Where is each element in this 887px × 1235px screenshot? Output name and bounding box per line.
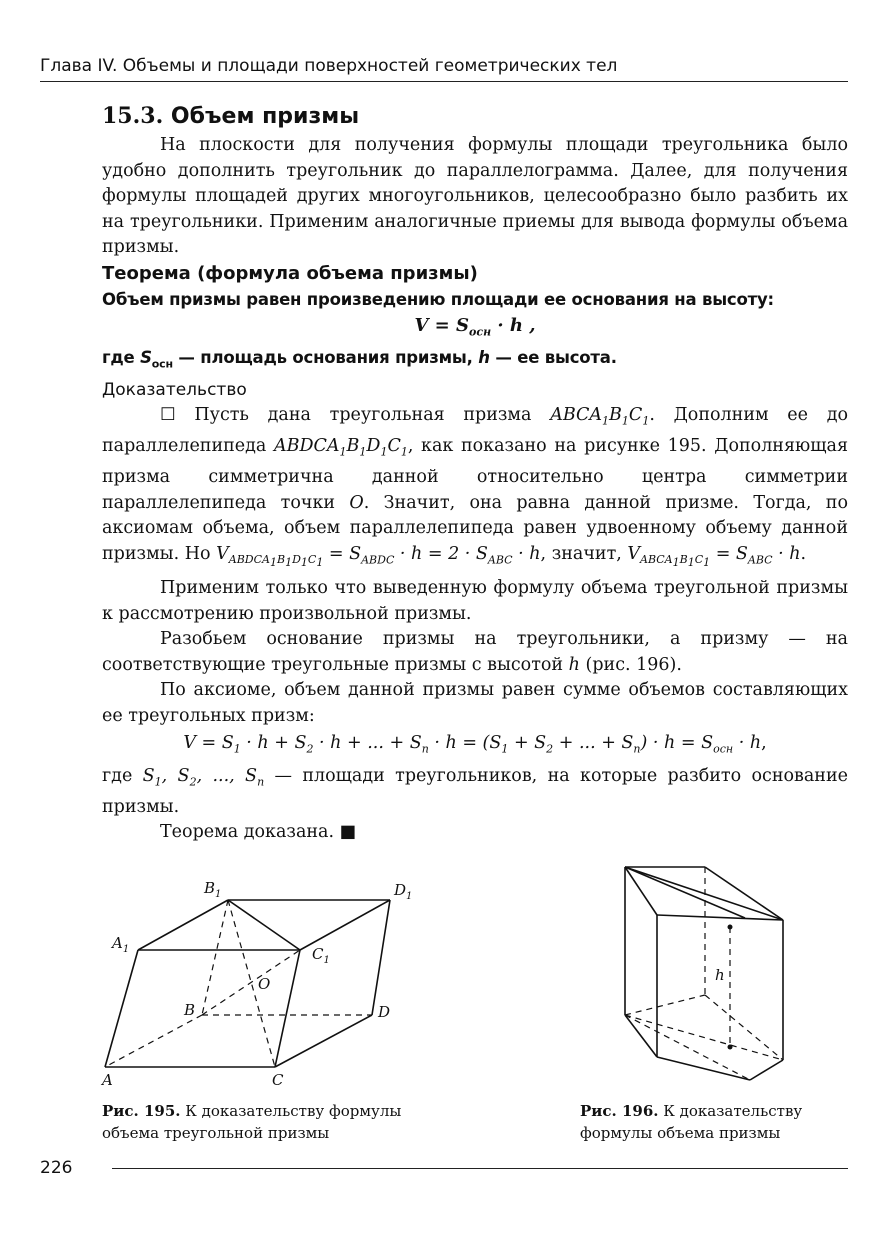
p1-par-text: ABDCA — [273, 436, 340, 457]
caption-195-text: К доказательству формулы объема треугольной призмы — [102, 1102, 402, 1142]
p1-formula-b: $V_{ABCA_1B_1C_1} = S_{ABC} \cdot h$ — [627, 543, 801, 570]
formula-lhs: V = S — [414, 314, 470, 336]
p1-o: O — [349, 492, 364, 513]
caption-195 — [102, 1100, 462, 1144]
label-C1: $C_1$ — [312, 945, 330, 966]
p3-h: h — [568, 654, 580, 675]
label-C: C — [272, 1071, 284, 1089]
running-head: Глава IV. Объемы и площади поверхностей геометрических тел — [40, 55, 848, 82]
p3-a: Разобьем основание призмы на треугольники, а призму — на соответствующие треугольные призмы с высотой — [102, 629, 848, 675]
where-sub: осн — [151, 357, 173, 371]
p5-a: где — [102, 765, 143, 786]
p1-c: , как показано на рисунке 195. Дополняющая призма симметрична данной относительно центра симметрии параллелепипеда точки — [102, 436, 848, 513]
proof-paragraph-3 — [102, 627, 848, 678]
p1-b: . Дополним ее до параллелепипеда — [102, 405, 848, 457]
label-h: h — [715, 966, 725, 984]
caption-196-num: Рис. 196. — [580, 1102, 659, 1120]
p1-prism: $ABCA_1B_1C_1$ — [550, 405, 650, 428]
p1-prism-text: ABCA — [550, 405, 603, 426]
intro-paragraph: На плоскости для получения формулы площади треугольника было удобно дополнить треугольник до параллелограмма. Далее, для получения формулы площадей других многоугольников, целесообразно было разбить их на треугольники. Применим аналогичные приемы для вывода формулы объема призмы. — [102, 135, 848, 257]
page-number: 226 — [40, 1158, 73, 1178]
proof-paragraph-4: По аксиоме, объем данной призмы равен сумме объемов составляющих ее треугольных призм: — [102, 680, 848, 726]
p1-a: ☐ Пусть дана треугольная призма — [160, 405, 551, 426]
p1-formula-a: $V_{ABDCA_1B_1D_1C_1} = S_{ABDC} \cdot h = 2 \cdot S_{ABC} \cdot h$ — [216, 543, 541, 570]
footer-rule — [112, 1168, 848, 1169]
label-D1: $D_1$ — [394, 881, 413, 902]
label-A1: $A_1$ — [112, 934, 130, 955]
where-h: h — [478, 348, 490, 368]
where-text: — площадь основания призмы, — [172, 348, 479, 368]
theorem-formula — [102, 313, 848, 346]
figure-195 — [100, 875, 450, 1090]
caption-196-text: К доказательству формулы объема призмы — [580, 1102, 803, 1142]
figure-196 — [605, 855, 805, 1090]
theorem-heading: Теорема (формула объема призмы) — [102, 262, 478, 284]
where-prefix: где — [102, 348, 141, 368]
proof-paragraph-2: Применим только что выведенную формулу объема треугольной призмы к рассмотрению произвольной призмы. — [102, 578, 848, 624]
section-title-text: Объем призмы — [170, 104, 360, 129]
proof-end: Теорема доказана. ■ — [160, 822, 357, 843]
where-s: S — [140, 348, 152, 368]
proof-paragraph-1: ☐ Пусть дана треугольная призма $ABCA_1B_1C_1$. Дополним ее до параллелепипеда $ABDCA_1B_1D_1C_1$, как показано на рисунке 195. Дополняющая призма симметрична данной относительно центра симметрии параллелепипеда точки O. Значит, она равна данной призме. Тогда, по аксиомам объема, объем параллелепипеда равен удвоенному объему данной призмы. Но $V_{ABDCA_1B_1D_1C_1} = S_{ABDC} \cdot h = 2 \cdot S_{ABC} \cdot h$, значит, $V_{ABCA_1B_1C_1} = S_{ABC} \cdot h$. — [102, 405, 849, 570]
label-B: B — [184, 1001, 196, 1019]
label-O: O — [258, 975, 271, 993]
theorem-statement: Объем призмы равен произведению площади ее основания на высоту: — [102, 289, 774, 309]
p3-b: (рис. 196). — [579, 654, 682, 675]
formula-sub: осн — [469, 325, 492, 339]
caption-195-num: Рис. 195. — [102, 1102, 181, 1120]
p1-par: $ABDCA_1B_1D_1C_1$ — [273, 436, 408, 459]
p1-d: . Значит, она равна данной призме. Тогда, по аксиомам объема, объем параллелепипеда равен удвоенному объему данной призмы. Но — [102, 492, 849, 564]
sum-formula: $V = S_1 \cdot h + S_2 \cdot h$ + ... + $S_n \cdot h = (S_1 + S_2$ + ... + $S_n) \cdot h = S_{осн} \cdot h$, — [183, 733, 767, 756]
formula-rhs: · h , — [491, 314, 536, 336]
p5-b: — площади треугольников, на которые разбито основание призмы. — [102, 765, 848, 817]
label-B1: $B_1$ — [204, 879, 222, 900]
where-end: — ее высота. — [489, 348, 617, 368]
main-content — [102, 100, 848, 846]
label-A: A — [102, 1071, 113, 1089]
section-number: 15.3. — [102, 103, 164, 129]
theorem-where — [102, 345, 848, 377]
proof-paragraph-5: где $S_1$, $S_2$, ..., $S_n$ — площади треугольников, на которые разбито основание призмы. — [102, 765, 848, 817]
caption-196 — [580, 1100, 845, 1144]
section-title — [102, 100, 848, 133]
proof-label: Доказательство — [102, 380, 247, 401]
p1-e: значит, — [551, 543, 628, 564]
label-D: D — [378, 1003, 391, 1021]
